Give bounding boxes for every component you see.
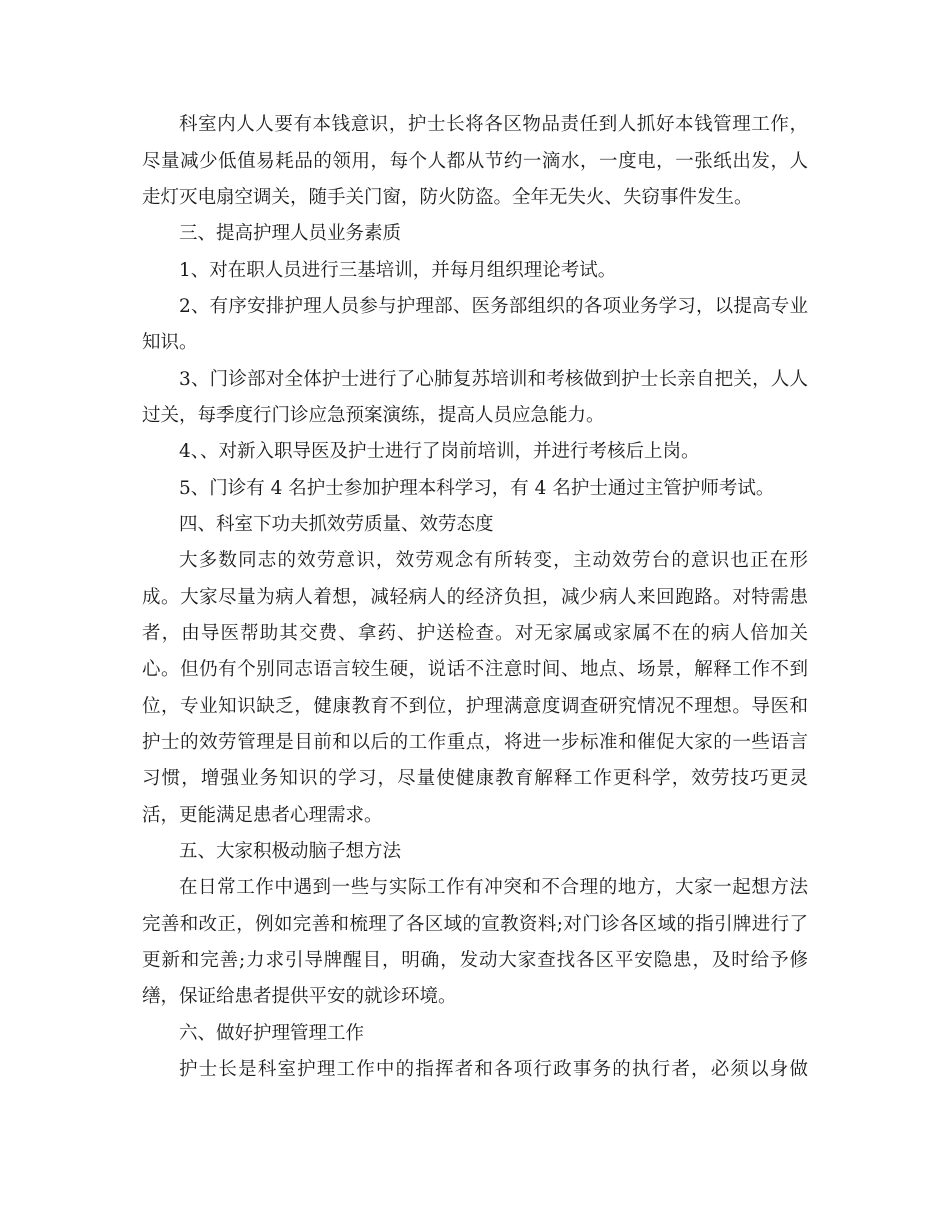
text-line: 过关，每季度行门诊应急预案演练，提高人员应急能力。 xyxy=(142,405,605,426)
section-heading: 四、科室下功夫抓效劳质量、效劳态度 xyxy=(179,514,494,535)
section-heading: 六、做好护理管理工作 xyxy=(179,1023,365,1044)
text-line: 习惯，增强业务知识的学习，尽量使健康教育解释工作更科学，效劳技巧更灵 xyxy=(142,768,808,789)
list-item: 1、对在职人员进行三基培训，并每月组织理论考试。 xyxy=(179,260,617,281)
list-item: 5、门诊有 4 名护士参加护理本科学习，有 4 名护士通过主管护师考试。 xyxy=(179,478,775,499)
text-line: 心。但仍有个别同志语言较生硬，说话不注意时间、地点、场景，解释工作不到 xyxy=(142,659,808,680)
section-heading: 五、大家积极动脑子想方法 xyxy=(179,841,402,862)
text-line: 更新和完善;力求引导牌醒目，明确，发动大家查找各区平安隐患，及时给予修 xyxy=(142,950,808,971)
text-line: 知识。 xyxy=(142,332,198,353)
list-item: 3、门诊部对全体护士进行了心肺复苏培训和考核做到护士长亲自把关，人人 xyxy=(179,369,808,390)
text-line: 护士长是科室护理工作中的指挥者和各项行政事务的执行者，必须以身做 xyxy=(179,1059,808,1080)
text-line: 完善和改正，例如完善和梳理了各区域的宣教资料;对门诊各区域的指引牌进行了 xyxy=(142,914,808,935)
text-line: 在日常工作中遇到一些与实际工作有冲突和不合理的地方，大家一起想方法 xyxy=(179,877,808,898)
text-line: 护士的效劳管理是目前和以后的工作重点，将进一步标准和催促大家的一些语言 xyxy=(142,732,808,753)
text-line: 者，由导医帮助其交费、拿药、护送检查。对无家属或家属不在的病人倍加关 xyxy=(142,623,808,644)
text-line: 缮，保证给患者提供平安的就诊环境。 xyxy=(142,986,457,1007)
section-heading: 三、提高护理人员业务素质 xyxy=(179,223,402,244)
list-item: 2、有序安排护理人员参与护理部、医务部组织的各项业务学习，以提高专业 xyxy=(179,296,808,317)
text-line: 位，专业知识缺乏，健康教育不到位，护理满意度调查研究情况不理想。导医和 xyxy=(142,696,808,717)
list-item: 4、、对新入职导医及护士进行了岗前培训，并进行考核后上岗。 xyxy=(179,441,700,462)
text-line: 活，更能满足患者心理需求。 xyxy=(142,805,383,826)
text-line: 大多数同志的效劳意识，效劳观念有所转变，主动效劳台的意识也正在形 xyxy=(179,550,808,571)
text-line: 科室内人人要有本钱意识，护士长将各区物品责任到人抓好本钱管理工作， xyxy=(179,114,808,135)
text-line: 尽量减少低值易耗品的领用，每个人都从节约一滴水，一度电，一张纸出发，人 xyxy=(142,151,808,172)
text-line: 走灯灭电扇空调关，随手关门窗，防火防盗。全年无失火、失窃事件发生。 xyxy=(142,187,753,208)
text-line: 成。大家尽量为病人着想，减轻病人的经济负担，减少病人来回跑路。对特需患 xyxy=(142,587,808,608)
